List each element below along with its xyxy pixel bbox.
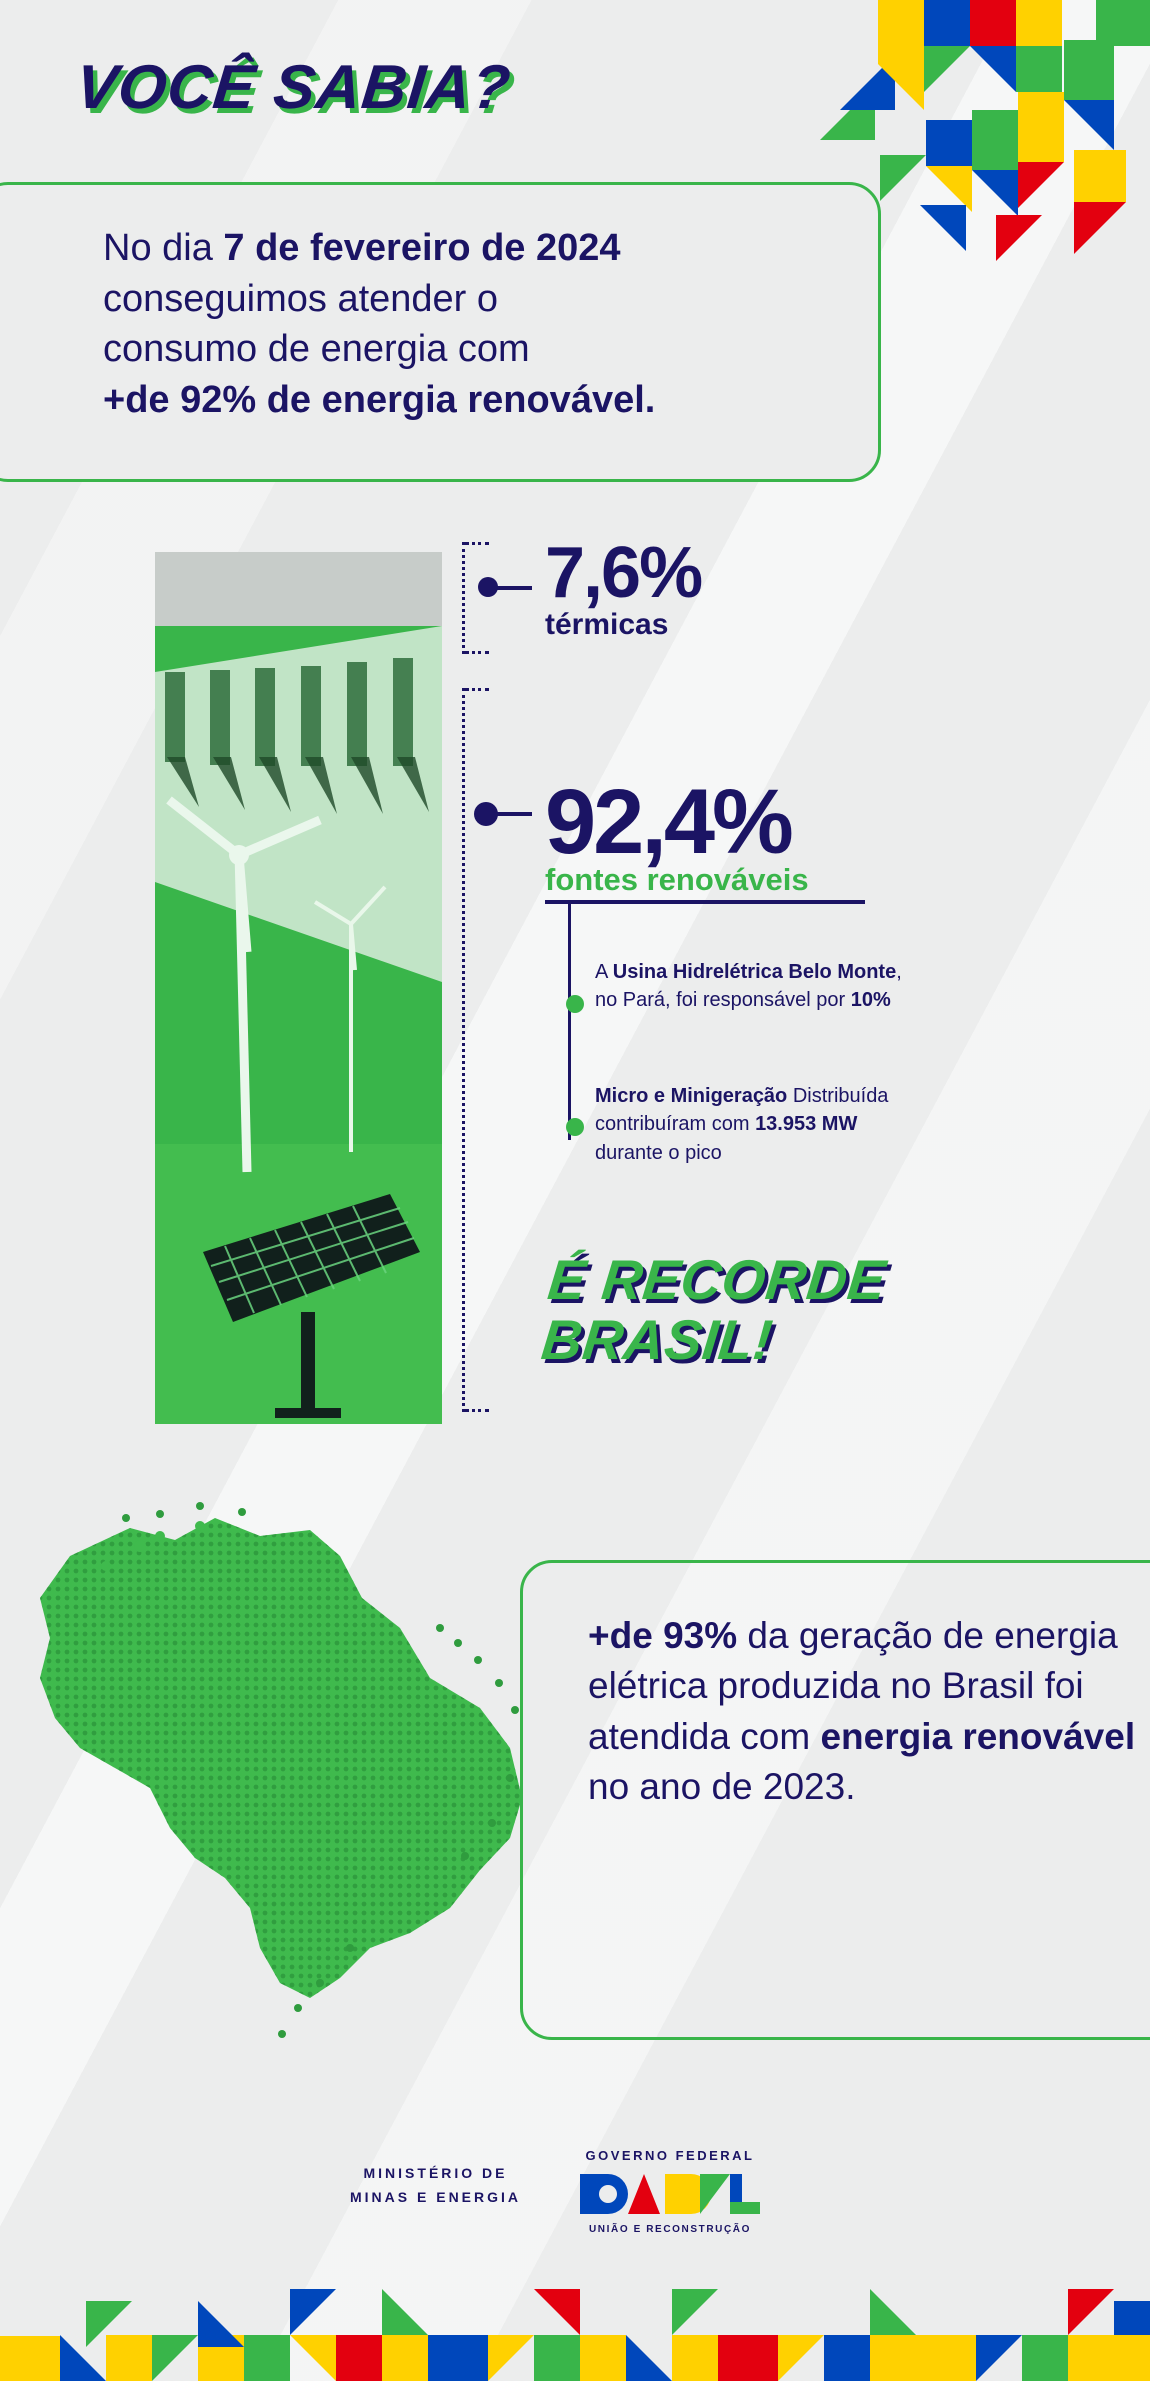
page-title: VOCÊ SABIA?	[72, 53, 515, 122]
bracket-thermal	[462, 542, 465, 654]
renewable-percent-value: 92,4%	[545, 771, 791, 873]
brazil-map	[10, 1478, 570, 2058]
thermal-percent-label: térmicas	[545, 608, 669, 641]
record-line-2: BRASIL!	[538, 1308, 776, 1372]
bottom-callout-text-2: no ano de 2023.	[588, 1765, 856, 1807]
gov-brasil-wordmark	[570, 2168, 770, 2220]
sub1-bold-1: Usina Hidrelétrica Belo Monte	[612, 961, 897, 983]
sub2-text-3: durante o pico	[595, 1141, 722, 1164]
bullet-thermal	[478, 577, 498, 597]
bottom-callout-box	[520, 1560, 1150, 2040]
top-callout-box	[0, 182, 881, 482]
top-callout-line3: consumo de energia com	[103, 328, 530, 371]
bottom-callout-bold-2: energia renovável	[820, 1715, 1136, 1757]
bottom-callout-bold-1: +de 93%	[588, 1615, 738, 1656]
top-callout-line4: +de 92% de energia renovável.	[103, 378, 656, 421]
sub1-text-1: A	[595, 961, 613, 983]
decorative-flags-bottom	[0, 2241, 1150, 2381]
top-callout-line1-plain: No dia	[103, 227, 224, 269]
sub1-bold-2: 10%	[850, 989, 891, 1012]
energy-collage-image	[155, 552, 442, 1424]
bracket-renewable	[462, 688, 465, 1412]
bottom-callout-text	[588, 1611, 1148, 1812]
bullet-renewable	[474, 802, 498, 826]
sub-item-microgeracao	[595, 1082, 925, 1167]
sub2-bold-1: Micro e Minigeração	[595, 1085, 788, 1107]
sub1-text-2: , no Pará, foi responsável por	[595, 961, 902, 1012]
bullet-sub-item-1	[566, 995, 584, 1013]
thermal-percent-value: 7,6%	[545, 533, 702, 613]
sub2-bold-2: 13.953 MW	[755, 1113, 858, 1136]
sub-item-belo-monte	[595, 958, 925, 1015]
record-line-1: É RECORDE	[544, 1248, 890, 1311]
government-logo	[570, 2148, 770, 2235]
ministry-line-2: MINAS E ENERGIA	[350, 2188, 522, 2205]
sub-items-vertical-line	[568, 900, 571, 1140]
record-headline	[539, 1250, 889, 1371]
renewable-underline	[545, 900, 865, 904]
ministry-logo	[350, 2162, 521, 2210]
ministry-line-1: MINISTÉRIO DE	[363, 2165, 508, 2181]
bottom-callout-text-1: da geração de energia elétrica produzida no Brasil foi atendida com	[588, 1615, 1118, 1757]
gov-bottom-label: UNIÃO E RECONSTRUÇÃO	[588, 2224, 751, 2235]
top-callout-line2: conseguimos atender o	[103, 277, 499, 320]
sub2-text-2: Distribuída contribuíram com	[595, 1085, 889, 1136]
bullet-sub-item-2	[566, 1118, 584, 1136]
top-callout-text	[103, 223, 843, 425]
gov-top-label: GOVERNO FEDERAL	[585, 2148, 755, 2163]
top-callout-date: 7 de fevereiro de 2024	[223, 227, 621, 269]
renewable-percent-label: fontes renováveis	[545, 862, 809, 897]
